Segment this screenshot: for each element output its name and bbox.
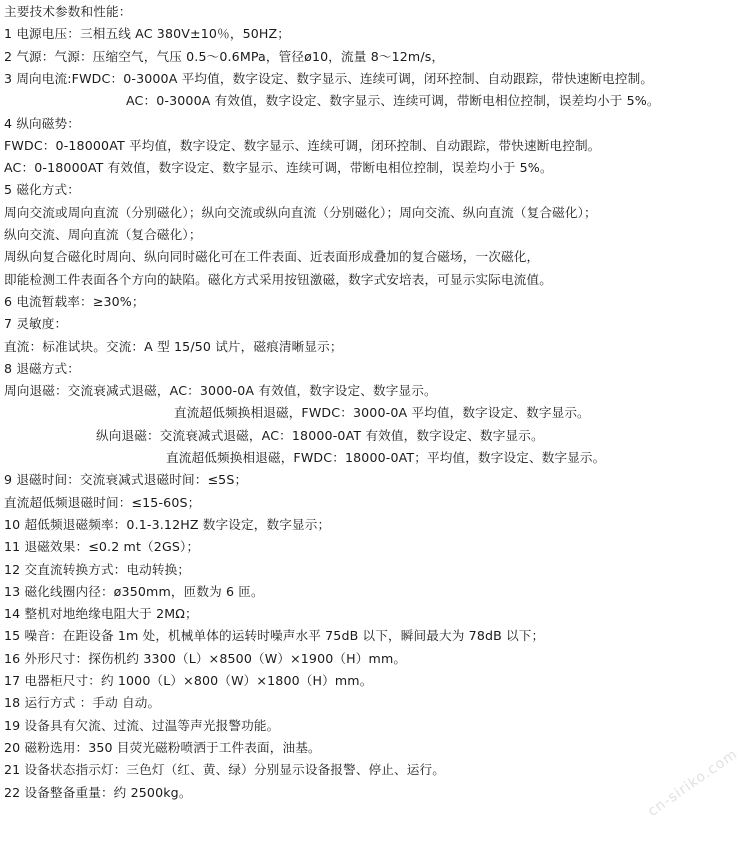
doc-line: 直流：标准试块。交流：A 型 15/50 试片，磁痕清晰显示； — [4, 338, 343, 354]
doc-line: 纵向交流、周向直流（复合磁化）； — [4, 227, 202, 242]
doc-line: 9 退磁时间：交流衰减式退磁时间：≤5S； — [4, 472, 248, 488]
doc-line: 20 磁粉选用：350 目荧光磁粉喷洒于工件表面，油基。 — [4, 739, 321, 755]
doc-line: 17 电器柜尺寸：约 1000（L）×800（W）×1800（H）mm。 — [4, 673, 373, 688]
doc-line: 周向退磁：交流衰减式退磁，AC：3000-0A 有效值，数字设定、数字显示。 — [4, 383, 437, 399]
doc-line: 16 外形尺寸：探伤机约 3300（L）×8500（W）×1900（H）mm。 — [4, 650, 407, 666]
doc-line: 18 运行方式 ：手动 自动。 — [4, 695, 161, 711]
doc-line: 周向交流或周向直流（分别磁化）；纵向交流或纵向直流（分别磁化）；周向交流、纵向直流（复合磁化）； — [4, 204, 597, 220]
doc-line: 15 噪音：在距设备 1m 处，机械单体的运转时噪声水平 75dB 以下，瞬间最大为 78dB 以下； — [4, 628, 545, 644]
doc-line: AC：0-18000AT 有效值，数字设定、数字显示、连续可调，带断电相位控制，误差均小于 5%。 — [4, 160, 553, 176]
doc-line: 21 设备状态指示灯：三色灯（红、黄、绿）分别显示设备报警、停止、运行。 — [4, 762, 446, 778]
doc-line: 10 超低频退磁频率：0.1-3.12HZ 数字设定，数字显示； — [4, 516, 331, 532]
doc-line: 5 磁化方式： — [4, 182, 81, 198]
doc-line: 14 整机对地绝缘电阻大于 2MΩ； — [4, 606, 198, 622]
doc-line: 1 电源电压：三相五线 AC 380V±10％，50HZ； — [4, 26, 291, 42]
doc-line: 19 设备具有欠流、过流、过温等声光报警功能。 — [4, 717, 280, 733]
doc-line: 7 灵敏度： — [4, 316, 68, 332]
doc-line: 4 纵向磁势： — [4, 115, 81, 131]
doc-line: 纵向退磁：交流衰减式退磁，AC：18000-0AT 有效值，数字设定、数字显示。 — [96, 427, 544, 443]
doc-line: 2 气源：气源：压缩空气，气压 0.5～0.6MPa，管径ø10，流量 8～12m/s， — [4, 48, 445, 64]
doc-line: 12 交直流转换方式：电动转换； — [4, 561, 191, 577]
doc-line: 13 磁化线圈内径：ø350mm，匝数为 6 匝。 — [4, 583, 264, 599]
doc-line: 直流超低频退磁时间：≤15-60S； — [4, 494, 201, 510]
doc-line: 直流超低频换相退磁，FWDC：18000-0AT；平均值，数字设定、数字显示。 — [166, 450, 606, 465]
doc-line: 主要技术参数和性能： — [4, 4, 132, 19]
doc-line: 6 电流暂载率：≥30%； — [4, 293, 145, 309]
doc-line: FWDC：0-18000AT 平均值，数字设定、数字显示、连续可调，闭环控制、自动跟踪，带快速断电控制。 — [4, 137, 601, 153]
watermark: cn-siriko.com — [645, 746, 742, 820]
doc-line: 22 设备整备重量：约 2500kg。 — [4, 784, 192, 800]
doc-line: 即能检测工件表面各个方向的缺陷。磁化方式采用按钮激磁，数字式安培表，可显示实际电流值。 — [4, 271, 552, 287]
doc-line: 8 退磁方式： — [4, 360, 81, 376]
doc-line: 11 退磁效果：≤0.2 mt（2GS）； — [4, 539, 200, 555]
doc-line: 直流超低频换相退磁，FWDC：3000-0A 平均值，数字设定、数字显示。 — [174, 405, 590, 421]
doc-line: 3 周向电流:FWDC：0-3000A 平均值，数字设定、数字显示、连续可调，闭环控制、自动跟踪，带快速断电控制。 — [4, 70, 654, 86]
doc-line: AC：0-3000A 有效值，数字设定、数字显示、连续可调，带断电相位控制，误差均小于 5%。 — [126, 93, 660, 109]
doc-line: 周纵向复合磁化时周向、纵向同时磁化可在工件表面、近表面形成叠加的复合磁场，一次磁化， — [4, 249, 540, 265]
